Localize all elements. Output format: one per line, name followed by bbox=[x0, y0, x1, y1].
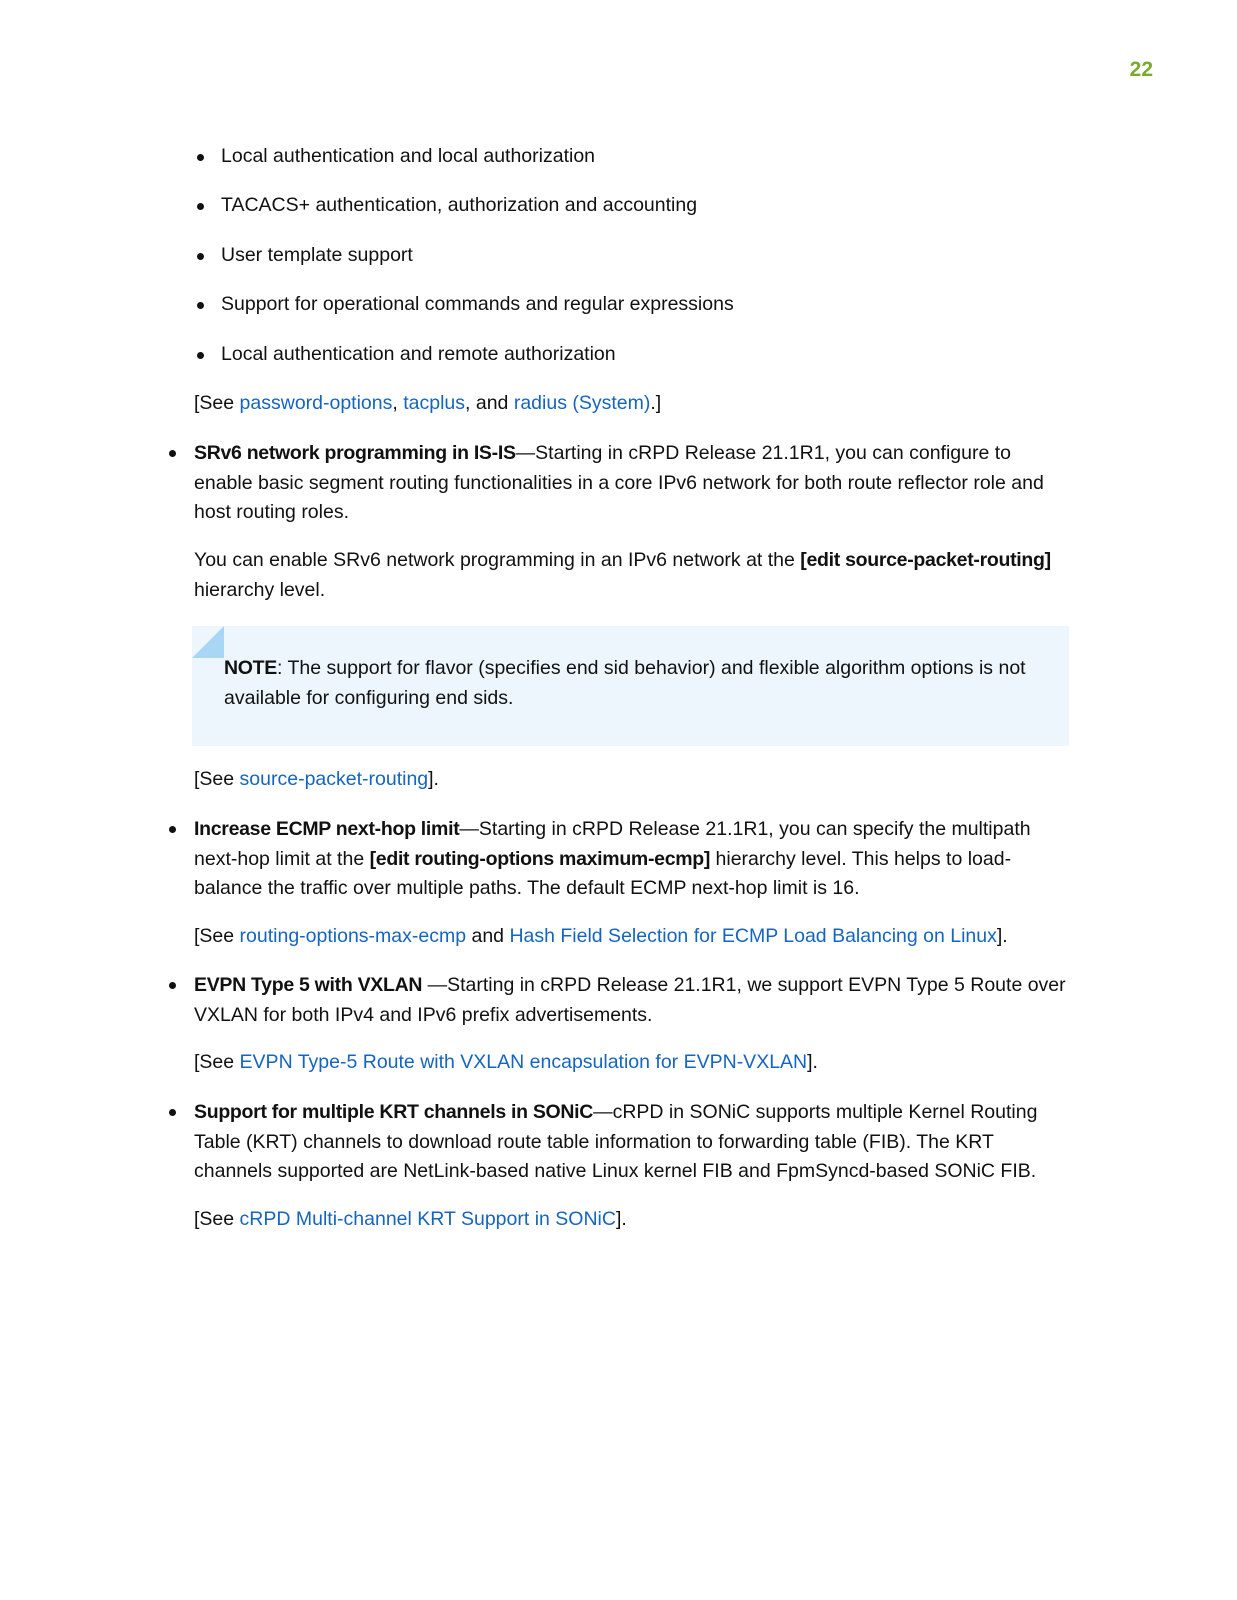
link-source-packet-routing[interactable]: source-packet-routing bbox=[239, 768, 429, 790]
feature-ecmp: Increase ECMP next-hop limit—Starting in cRPD Release 21.1R1, you can specify the multipath next-hop limit at the [edit routing-options maximum-ecmp] hierarchy level. This helps to load-balance the traffic over multiple paths. The default ECMP next-hop limit is 16. bbox=[194, 815, 1074, 904]
feature-krt: Support for multiple KRT channels in SONiC—cRPD in SONiC supports multiple Kernel Routing Table (KRT) channels to download route table information to forwarding table (FIB). The KRT channels supported are NetLink-based native Linux kernel FIB and FpmSyncd-based SONiC FIB. bbox=[194, 1098, 1074, 1187]
bullet-icon bbox=[169, 1109, 176, 1116]
feature-title: EVPN Type 5 with VXLAN bbox=[194, 974, 423, 996]
bullet-icon bbox=[169, 982, 176, 989]
feature-evpn: EVPN Type 5 with VXLAN —Starting in cRPD Release 21.1R1, we support EVPN Type 5 Route over VXLAN for both IPv4 and IPv6 prefix advertisements. bbox=[194, 971, 1074, 1030]
note-callout bbox=[192, 626, 1069, 746]
see-also-srv6: [See source-packet-routing]. bbox=[194, 768, 439, 790]
bullet-icon bbox=[169, 826, 176, 833]
bullet-icon bbox=[197, 302, 204, 309]
link-password-options[interactable]: password-options bbox=[239, 392, 393, 414]
link-hash-field-selection[interactable]: Hash Field Selection for ECMP Load Balancing on Linux bbox=[509, 925, 997, 947]
link-crpd-multichannel-krt[interactable]: cRPD Multi-channel KRT Support in SONiC bbox=[239, 1208, 616, 1230]
bullet-icon bbox=[197, 203, 204, 210]
link-tacplus[interactable]: tacplus bbox=[403, 392, 466, 414]
page-number: 22 bbox=[1129, 58, 1153, 81]
bullet-icon bbox=[197, 253, 204, 260]
bullet-icon bbox=[197, 154, 204, 161]
feature-title: SRv6 network programming in IS-IS bbox=[194, 442, 516, 464]
see-also-ecmp: [See routing-options-max-ecmp and Hash Field Selection for ECMP Load Balancing on Linux]. bbox=[194, 925, 1008, 947]
bullet-icon bbox=[169, 450, 176, 457]
link-routing-options-max-ecmp[interactable]: routing-options-max-ecmp bbox=[239, 925, 467, 947]
link-evpn-type5-route[interactable]: EVPN Type-5 Route with VXLAN encapsulation for EVPN-VXLAN bbox=[239, 1051, 808, 1073]
see-also-evpn: [See EVPN Type-5 Route with VXLAN encapsulation for EVPN-VXLAN]. bbox=[194, 1051, 818, 1073]
see-also-auth: [See password-options, tacplus, and radius (System).] bbox=[194, 392, 662, 414]
see-also-krt: [See cRPD Multi-channel KRT Support in SONiC]. bbox=[194, 1208, 627, 1230]
feature-title: Increase ECMP next-hop limit bbox=[194, 818, 460, 840]
link-radius-system[interactable]: radius (System) bbox=[513, 392, 651, 414]
note-text: NOTE: The support for flavor (specifies end sid behavior) and flexible algorithm options is not available for configuring end sids. bbox=[224, 657, 1026, 709]
feature-title: Support for multiple KRT channels in SONiC bbox=[194, 1101, 594, 1123]
note-corner-icon bbox=[192, 626, 224, 658]
feature-srv6: SRv6 network programming in IS-IS—Starting in cRPD Release 21.1R1, you can configure to enable basic segment routing functionalities in a core IPv6 network for both route reflector role and host routing roles. bbox=[194, 439, 1074, 528]
bullet-icon bbox=[197, 352, 204, 359]
srv6-hierarchy-para: You can enable SRv6 network programming in an IPv6 network at the [edit source-packet-routing] hierarchy level. bbox=[194, 549, 1051, 601]
